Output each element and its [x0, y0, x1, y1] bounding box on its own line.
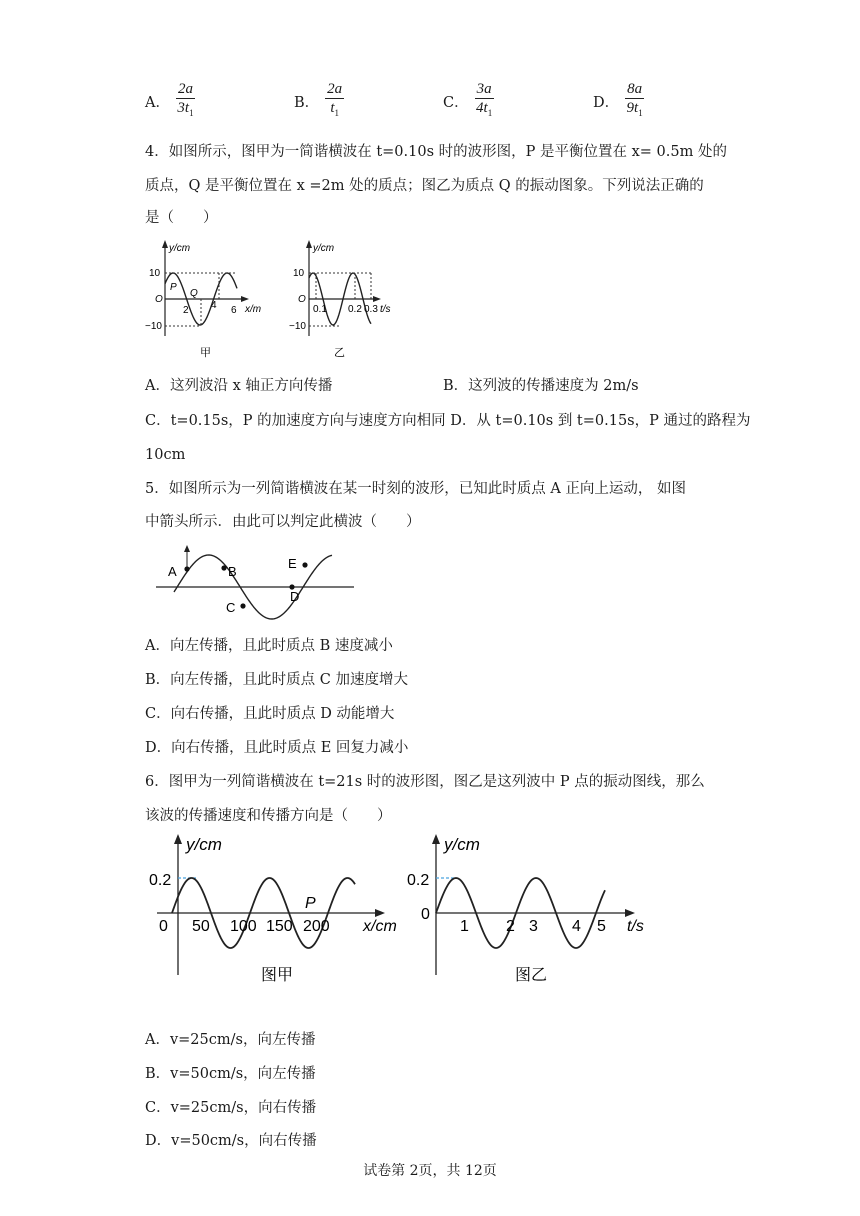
- t-tick: 1: [460, 918, 469, 935]
- fraction: [325, 80, 344, 122]
- q4-vibration-figure: [287, 238, 397, 363]
- y-tick-neg10: −10: [145, 321, 162, 332]
- fraction: [176, 80, 195, 122]
- q4-stem-line-1: 4．如图所示，图甲为一简谐横波在 t=0.10s 时的波形图，P 是平衡位置在 x= 0.5m 处的: [145, 144, 727, 160]
- velocity-arrowhead: [184, 545, 190, 552]
- t-axis-arrow: [625, 909, 635, 917]
- point-c-label: C: [226, 600, 236, 615]
- y-tick-amplitude: 0.2: [149, 872, 172, 889]
- y-tick-10: 10: [149, 268, 161, 279]
- t-tick: 3: [529, 918, 538, 935]
- y-axis-label: y/cm: [169, 243, 191, 254]
- q6-stem-line-2: 该波的传播速度和传播方向是（ ）: [145, 808, 392, 824]
- q5-option-a[interactable]: A．向左传播，且此时质点 B 速度减小: [145, 638, 393, 654]
- t-axis-arrow: [373, 296, 381, 302]
- subscript: 1: [638, 108, 643, 118]
- t-tick: 4: [572, 918, 581, 935]
- t-axis-label: t/s: [627, 918, 644, 935]
- point-e-label: E: [288, 556, 297, 571]
- y-axis-arrow: [432, 834, 440, 844]
- option-label: C．: [443, 94, 469, 111]
- subscript: 1: [334, 108, 339, 118]
- denominator: 3t: [177, 100, 190, 116]
- option-label: A．: [145, 94, 170, 111]
- y-axis-arrow: [162, 240, 168, 248]
- numerator: 3a: [476, 81, 492, 97]
- q6-option-b[interactable]: B．v=50cm/s，向左传播: [145, 1066, 316, 1082]
- x-axis-label: x/m: [245, 304, 262, 315]
- x-tick: 4: [211, 300, 217, 311]
- x-tick: 6: [231, 305, 237, 316]
- point-p-label: P: [305, 895, 316, 912]
- t-tick: 2: [506, 918, 515, 935]
- q3-option-d[interactable]: [593, 80, 644, 122]
- option-label: B．: [294, 94, 320, 111]
- figure-caption: 图甲: [261, 967, 294, 984]
- q4-option-a[interactable]: A．这列波沿 x 轴正方向传播: [145, 378, 333, 394]
- y-tick-amplitude: 0.2: [407, 872, 430, 889]
- q6-stem-line-1: 6．图甲为一列简谐横波在 t=21s 时的波形图，图乙是这列波中 P 点的振动图线，那么: [145, 774, 705, 790]
- t-tick: 5: [597, 918, 606, 935]
- y-axis-arrow: [174, 834, 182, 844]
- q6-vibration-figure: [405, 830, 665, 990]
- subscript: 1: [189, 108, 194, 118]
- point-e: [302, 562, 307, 567]
- q5-stem-line-1: 5．如图所示为一列简谐横波在某一时刻的波形，已知此时质点 A 正向上运动， 如图: [145, 481, 687, 497]
- x-axis-arrow: [241, 296, 249, 302]
- y-axis-arrow: [306, 240, 312, 248]
- q5-wave-figure: [150, 540, 360, 630]
- x-axis-label: x/cm: [363, 918, 397, 935]
- fraction: [475, 80, 494, 122]
- q4-wave-figure: [145, 238, 275, 363]
- point-p-label: P: [170, 282, 177, 293]
- t-tick: 0.2: [348, 304, 362, 315]
- denominator: t: [330, 100, 335, 116]
- option-label: D．: [593, 94, 620, 111]
- q4-option-b[interactable]: B．这列波的传播速度为 2m/s: [443, 378, 639, 394]
- q6-option-c[interactable]: C．v=25cm/s，向右传播: [145, 1100, 317, 1116]
- t-axis-label: t/s: [380, 304, 391, 315]
- fraction: [625, 80, 644, 122]
- figure-caption: 乙: [334, 347, 345, 359]
- numerator: 2a: [327, 81, 343, 97]
- q3-option-b[interactable]: [294, 80, 344, 122]
- point-q-label: Q: [190, 288, 198, 299]
- q3-option-a[interactable]: [145, 80, 195, 122]
- q5-option-d[interactable]: D．向右传播，且此时质点 E 回复力减小: [145, 740, 409, 756]
- x-axis-arrow: [375, 909, 385, 917]
- denominator: 9t: [626, 100, 639, 116]
- origin-label: O: [298, 294, 306, 305]
- origin-label: 0: [421, 906, 430, 923]
- point-c: [240, 603, 245, 608]
- q4-option-d-continued: 10cm: [145, 447, 186, 463]
- q6-option-d[interactable]: D．v=50cm/s，向右传播: [145, 1133, 317, 1149]
- point-a: [184, 566, 189, 571]
- x-tick: 100: [230, 918, 257, 935]
- point-b: [221, 565, 226, 570]
- y-axis-label: y/cm: [313, 243, 335, 254]
- q3-option-c[interactable]: [443, 80, 494, 122]
- q4-option-c-d[interactable]: C．t=0.15s，P 的加速度方向与速度方向相同 D．从 t=0.10s 到 t=0.15s，P 通过的路程为: [145, 413, 751, 429]
- t-tick: 0.1: [313, 304, 327, 315]
- y-axis-label: y/cm: [444, 835, 480, 854]
- point-d-label: D: [290, 589, 300, 604]
- q5-option-b[interactable]: B．向左传播，且此时质点 C 加速度增大: [145, 672, 408, 688]
- subscript: 1: [487, 108, 493, 118]
- q4-stem-line-2: 质点，Q 是平衡位置在 x =2m 处的质点；图乙为质点 Q 的振动图象。下列说法正确的: [145, 178, 704, 194]
- q5-option-c[interactable]: C．向右传播，且此时质点 D 动能增大: [145, 706, 395, 722]
- x-tick: 200: [303, 918, 330, 935]
- origin-label: 0: [159, 918, 168, 935]
- point-a-label: A: [168, 564, 177, 579]
- figure-caption: 图乙: [515, 967, 548, 984]
- q5-stem-line-2: 中箭头所示．由此可以判定此横波（ ）: [145, 514, 421, 530]
- y-tick-neg10: −10: [289, 321, 306, 332]
- y-axis-label: y/cm: [186, 835, 222, 854]
- q4-stem-line-3: 是（ ）: [145, 210, 218, 226]
- origin-label: O: [155, 294, 163, 305]
- t-tick: 0.3: [364, 304, 378, 315]
- x-tick: 150: [266, 918, 293, 935]
- page-footer: 试卷第 2页，共 12页: [363, 1163, 497, 1179]
- q6-option-a[interactable]: A．v=25cm/s，向左传播: [145, 1032, 316, 1048]
- q6-wave-figure: [145, 830, 415, 990]
- point-b-label: B: [228, 564, 237, 579]
- y-tick-10: 10: [293, 268, 305, 279]
- denominator: 4t: [476, 100, 488, 116]
- x-tick: 50: [192, 918, 210, 935]
- figure-caption: 甲: [200, 347, 211, 359]
- x-tick: 2: [183, 305, 189, 316]
- numerator: 8a: [627, 81, 643, 97]
- numerator: 2a: [177, 81, 193, 97]
